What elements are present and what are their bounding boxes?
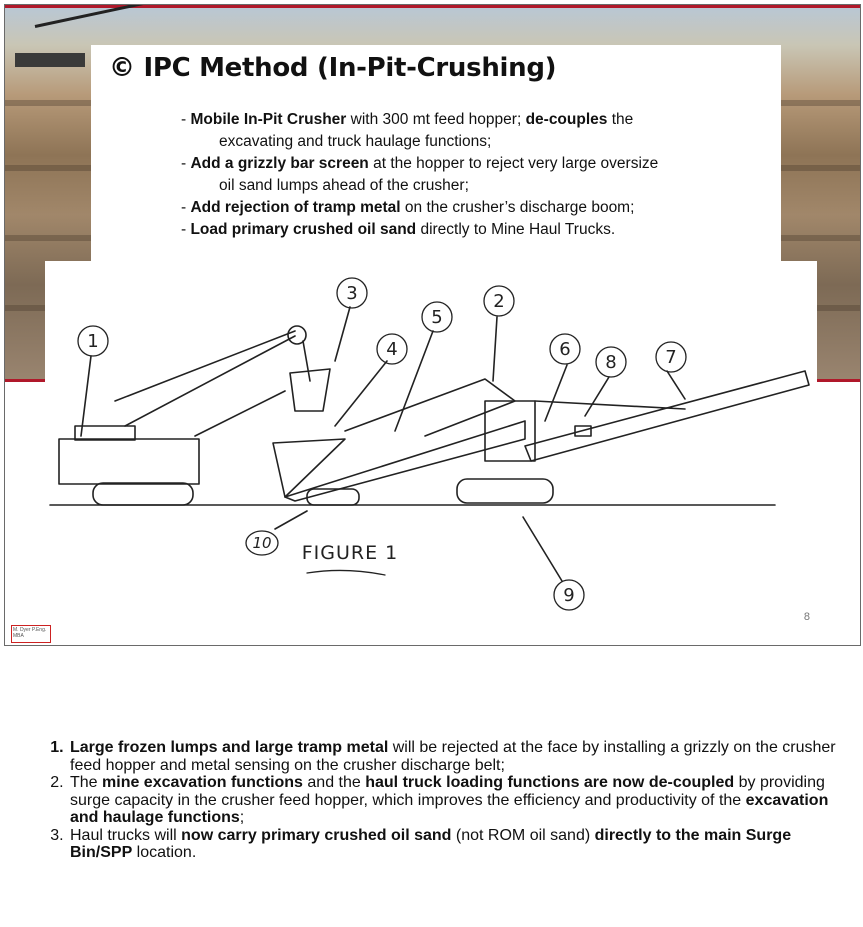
bullet-item: - Add a grizzly bar screen at the hopper to reject very large oversize (181, 155, 659, 172)
slide (4, 4, 861, 646)
bullet-continuation: oil sand lumps ahead of the crusher; (219, 177, 469, 194)
discharge-boom (525, 371, 809, 461)
callout-2: 2 (493, 291, 505, 312)
crusher-crawler-rear (457, 479, 553, 503)
ipc-sketch (45, 261, 817, 611)
slide-bullets (181, 109, 771, 241)
shovel-stick (195, 391, 285, 436)
discharge-boom-drawing (525, 371, 809, 461)
note-item: 3. Haul trucks will now carry primary crushed oil sand (not ROM oil sand) directly to the main Surge Bin/SPP location. (68, 827, 842, 862)
shovel-dipper (290, 369, 330, 411)
callout-6: 6 (559, 339, 571, 360)
callout-5: 5 (431, 307, 443, 328)
excavator-body-graphic (15, 53, 85, 67)
ipc-figure-drawing (45, 261, 817, 611)
note-item: 2. The mine excavation functions and the haul truck loading functions are now de-coupled by providing surge capacity in the crusher feed hopper, which improves the efficiency and productivity of the excavation and haulage functions; (68, 774, 842, 827)
boom-stay (535, 401, 685, 409)
callout-8: 8 (605, 352, 617, 373)
author-logo: M. Dyer P.Eng. MBA (11, 625, 51, 643)
speaker-notes (42, 739, 842, 862)
shovel-crawler (93, 483, 193, 505)
bullet-item: - Add rejection of tramp metal on the crusher’s discharge boom; (181, 199, 635, 216)
callout-1: 1 (87, 331, 99, 352)
callout-3: 3 (346, 283, 358, 304)
shovel-boom-lower (125, 336, 295, 426)
shovel-boom (115, 331, 295, 401)
shovel-drawing (59, 326, 330, 505)
bullet-item: - Mobile In-Pit Crusher with 300 mt feed hopper; de-couples the (181, 111, 634, 128)
callout-4: 4 (386, 339, 398, 360)
slide-title: © IPC Method (In-Pit-Crushing) (109, 53, 557, 83)
shovel-cab (75, 426, 135, 440)
bullet-continuation: excavating and truck haulage functions; (219, 133, 492, 150)
crusher-drawing (273, 379, 553, 505)
figure-caption: FIGURE 1 (301, 542, 399, 564)
shovel-hoist-rope (303, 341, 310, 381)
note-item: 1. Large frozen lumps and large tramp metal will be rejected at the face by installing a grizzly on the crusher feed hopper and metal sensing on the crusher discharge belt; (68, 739, 842, 774)
shovel-body (59, 439, 199, 484)
caption-underline (307, 570, 385, 575)
callout-10: 10 (252, 534, 272, 552)
notes-list (42, 739, 842, 862)
bullet-item: - Load primary crushed oil sand directly to Mine Haul Trucks. (181, 221, 616, 238)
page-number: 8 (803, 611, 810, 623)
slide-text-box (91, 45, 781, 277)
crusher-frame (345, 379, 515, 436)
callout-7: 7 (665, 347, 677, 368)
callout-9: 9 (563, 585, 575, 606)
